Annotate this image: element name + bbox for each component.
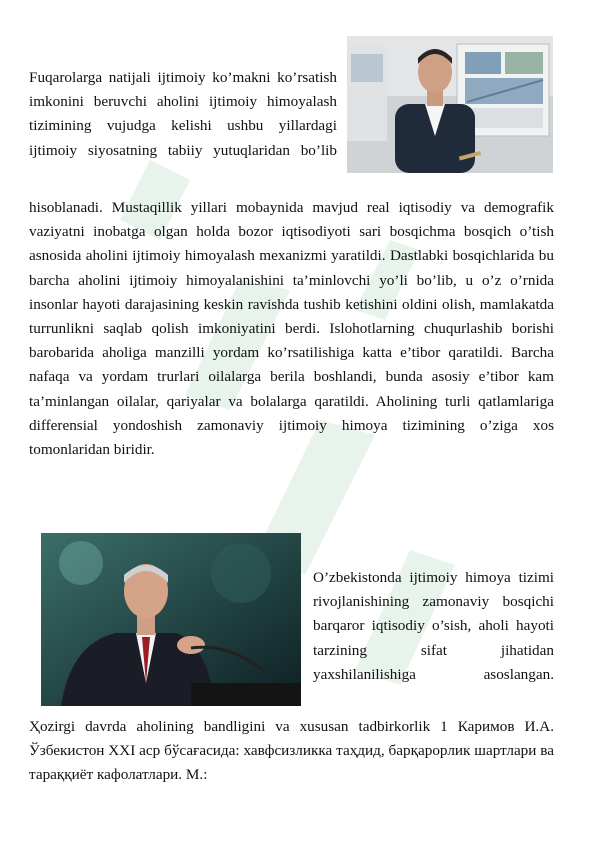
paragraph-1-intro: Fuqarolarga natijali ijtimoiy ko’makni ko’rsatish imkonini beruvchi aholini ijtimoiy himoyalash tizimining vujudga kelishi ushbu yillardagi ijtimoiy siyosatning tabiiy yutuqlaridan bo’lib (29, 69, 337, 159)
paragraph-1-continuation: hisoblanadi. Mustaqillik yillari mobaynida mavjud real iqtisodiy va demografik vaziyatni inobatga olgan holda bozor iqtisodiyoti sari bosqichma bosqich o’tish asnosida aholini ijtimoiy himoyalash mexanizmi yaratildi. Dastlabki bosqichlarida bu barcha aholini ijtimoiy himoyalanishini ta’minlovchi yo’li bo’lib, u o’z o’rnida insonlar hayoti darajasining keskin ravishda tushib ketishini oldini olish, mamlakatda turrunlikni saqlab qolish imkoniyatini berdi. Islohotlarning chuqurlashib borishi barobarida aholiga manzilli yordam ko’rsatilishiga katta e’tibor qaratildi. Barcha nafaqa va yordam trurlari oilalarga berila boshlandi, bunda asosiy e’tibor kam ta’minlangan oilalar, qariyalar va bolalarga qaratildi. Aholining turli qatlamlariga differensial yondoshish zamonaviy ijtimoiy himoya tizimining o’ziga xos tomonlaridan biridir. (29, 199, 554, 459)
presenter-photo (347, 36, 553, 173)
speaker-photo (41, 533, 301, 706)
paragraph-2-intro: O’zbekistonda ijtimoiy himoya tizimi rivojlanishining zamonaviy bosqichi barqaror iqtisodiy o’sish, aholi hayoti tarzining sifat jihatidan yaxshilanilishiga asoslangan. (313, 569, 554, 683)
paragraph-2-continuation-footnote: Ҳozirgi davrda aholining bandligini va xususan tadbirkorlik 1 Каримов И.А. Ўзбекистон XXI аср бўсағасида: хавфсизликка таҳдид, барқарорлик шартлари ва тараққиёт кафолатлари. М.: (29, 718, 554, 784)
